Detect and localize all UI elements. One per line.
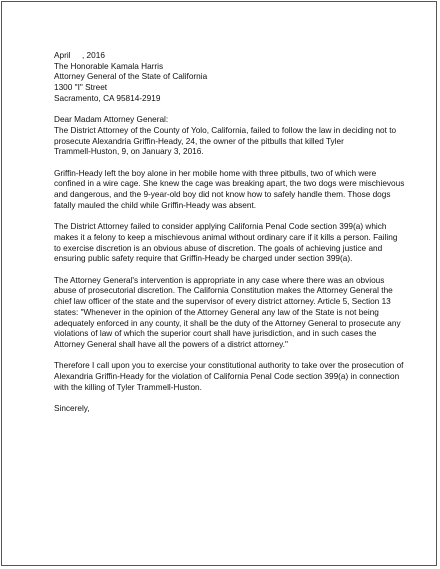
letter-body [54, 51, 406, 415]
paragraph-line: The Attorney General's intervention is appropriate in any case where there was an obvious [54, 275, 385, 285]
recipient-address [54, 62, 406, 105]
paragraph-line: Attorney General shall have all the powers of a district attorney." [54, 339, 288, 349]
recipient-street: 1300 "I" Street [54, 83, 108, 93]
paragraph-line: Trammell-Huston, 9, on January 3, 2016. [54, 147, 204, 157]
paragraph-line: ensuring public safety require that Griffin-Heady be charged under section 399(a). [54, 254, 353, 264]
paragraph-line: confined in a wire cage. She knew the cage was breaking apart, the two dogs were mischievous [54, 179, 405, 189]
paragraph-line: abuse of prosecutorial discretion. The California Constitution makes the Attorney General the [54, 286, 393, 296]
recipient-name: The Honorable Kamala Harris [54, 61, 164, 71]
paragraph-4 [54, 276, 406, 351]
paragraph-line: makes it a felony to keep a mischievous animal without ordinary care if it kills a person. Failing [54, 232, 398, 242]
salutation: Dear Madam Attorney General: [54, 115, 169, 125]
paragraph-line: and dangerous, and the 9-year-old boy did not know how to safely handle them. Those dogs [54, 190, 391, 200]
paragraph-line: violations of law of which the superior court shall have jurisdiction, and in such cases the [54, 329, 377, 339]
paragraph-line: adequately enforced in any county, it shall be the duty of the Attorney General to prosecute any [54, 318, 401, 328]
paragraph-line: to exercise discretion is an obvious abuse of discretion. The goals of achieving justice and [54, 243, 383, 253]
paragraph-3 [54, 222, 406, 265]
paragraph-line: with the killing of Tyler Trammell-Huston. [54, 382, 202, 392]
paragraph-line: Therefore I call upon you to exercise your constitutional authority to take over the prosecution of [54, 361, 404, 371]
letter-date: April , 2016 [54, 51, 105, 60]
paragraph-line: The District Attorney failed to consider applying California Penal Code section 399(a) which [54, 222, 387, 232]
recipient-city: Sacramento, CA 95814-2919 [54, 93, 161, 103]
recipient-title: Attorney General of the State of California [54, 72, 208, 82]
paragraph-line: prosecute Alexandria Griffin-Heady, 24, the owner of the pitbulls that killed Tyler [54, 136, 344, 146]
paragraph-1 [54, 126, 406, 158]
paragraph-line: The District Attorney of the County of Yolo, California, failed to follow the law in deciding not to [54, 125, 397, 135]
document-page [1, 1, 437, 566]
paragraph-line: Griffin-Heady left the boy alone in her mobile home with three pitbulls, two of which were [54, 168, 377, 178]
paragraph-5 [54, 361, 406, 393]
letter-closing: Sincerely, [54, 404, 90, 414]
paragraph-line: chief law officer of the state and the supervisor of every district attorney. Article 5, Section 13 [54, 297, 391, 307]
paragraph-2 [54, 169, 406, 212]
paragraph-line: states: "Whenever in the opinion of the Attorney General any law of the State is not being [54, 307, 379, 317]
paragraph-line: fatally mauled the child while Griffin-Heady was absent. [54, 200, 257, 210]
paragraph-line: Alexandria Griffin-Heady for the violation of California Penal Code section 399(a) in connection [54, 372, 400, 382]
